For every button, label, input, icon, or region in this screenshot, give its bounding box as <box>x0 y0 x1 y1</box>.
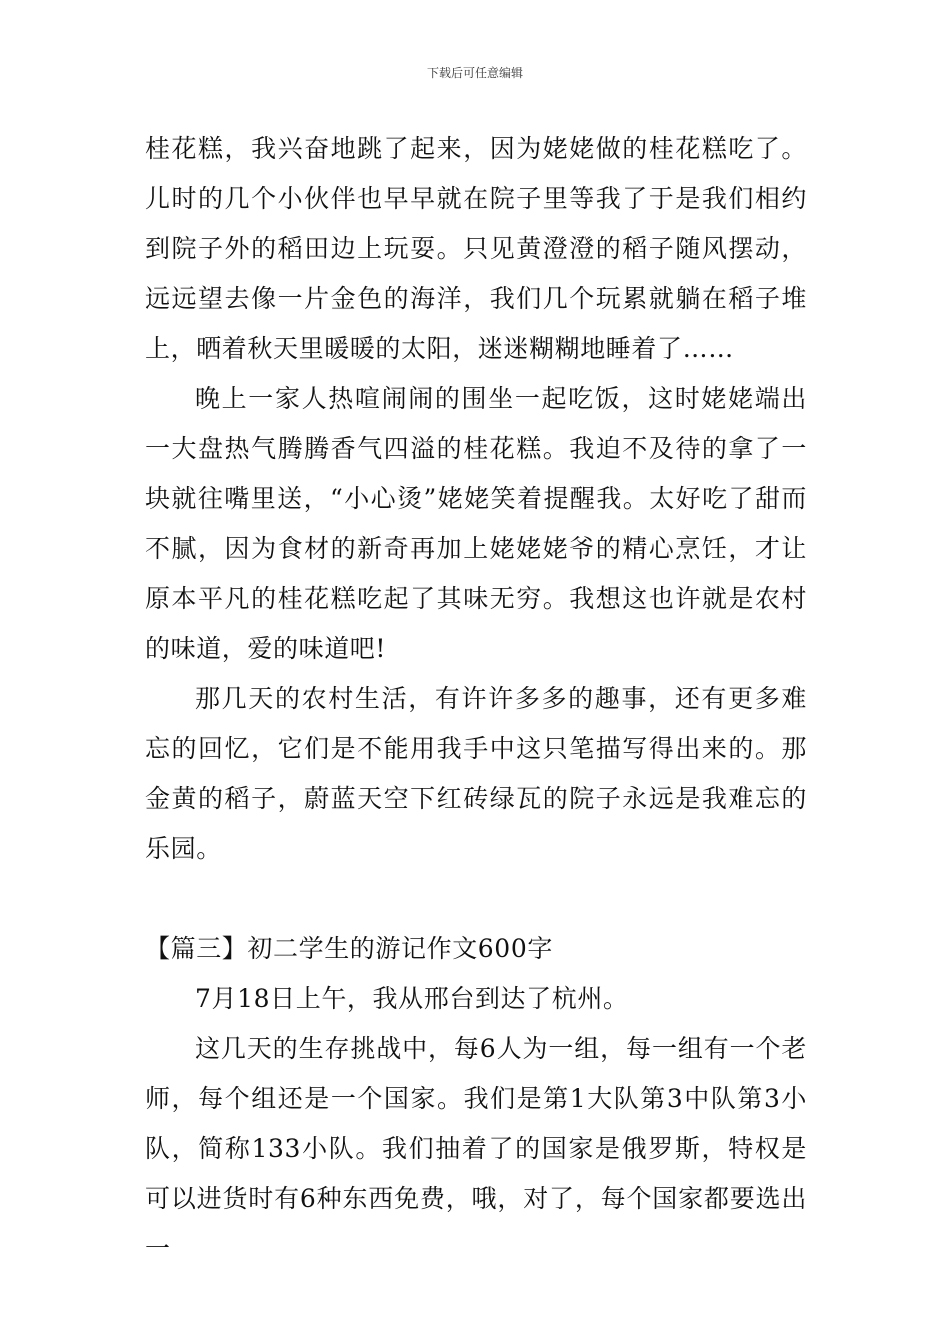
paragraph-continuation: 桂花糕，我兴奋地跳了起来，因为姥姥做的桂花糕吃了。儿时的几个小伙伴也早早就在院子里等我了于是我们相约到院子外的稻田边上玩耍。只见黄澄澄的稻子随风摆动，远远望去像一片金色的海洋，我们几个玩累就躺在稻子堆上，晒着秋天里暖暖的太阳，迷迷糊糊地睡着了…… <box>145 134 807 363</box>
paragraph-arrival: 7月18日上午，我从邢台到达了杭州。 <box>195 984 629 1013</box>
paragraph-memories: 那几天的农村生活，有许许多多的趣事，还有更多难忘的回忆，它们是不能用我手中这只笔描写得出来的。那金黄的稻子，蔚蓝天空下红砖绿瓦的院子永远是我难忘的乐园。 <box>145 684 807 863</box>
document-body <box>145 124 807 1274</box>
section-heading: 【篇三】初二学生的游记作文600字 <box>145 934 553 963</box>
page-header-note: 下载后可任意编辑 <box>426 66 523 80</box>
paragraph-challenge: 这几天的生存挑战中，每6人为一组，每一组有一个老师，每个组还是一个国家。我们是第1大队第3中队第3小队，简称133小队。我们抽着了的国家是俄罗斯，特权是可以进货时有6种东西免费，哦，对了，每个国家都要选出一 <box>145 1034 807 1263</box>
paragraph-dinner: 晚上一家人热喧闹闹的围坐一起吃饭，这时姥姥端出一大盘热气腾腾香气四溢的桂花糕。我迫不及待的拿了一块就往嘴里送，“小心烫”姥姥笑着提醒我。太好吃了甜而不腻，因为食材的新奇再加上姥姥姥爷的精心烹饪，才让原本平凡的桂花糕吃起了其味无穷。我想这也许就是农村的味道，爱的味道吧! <box>145 384 807 663</box>
